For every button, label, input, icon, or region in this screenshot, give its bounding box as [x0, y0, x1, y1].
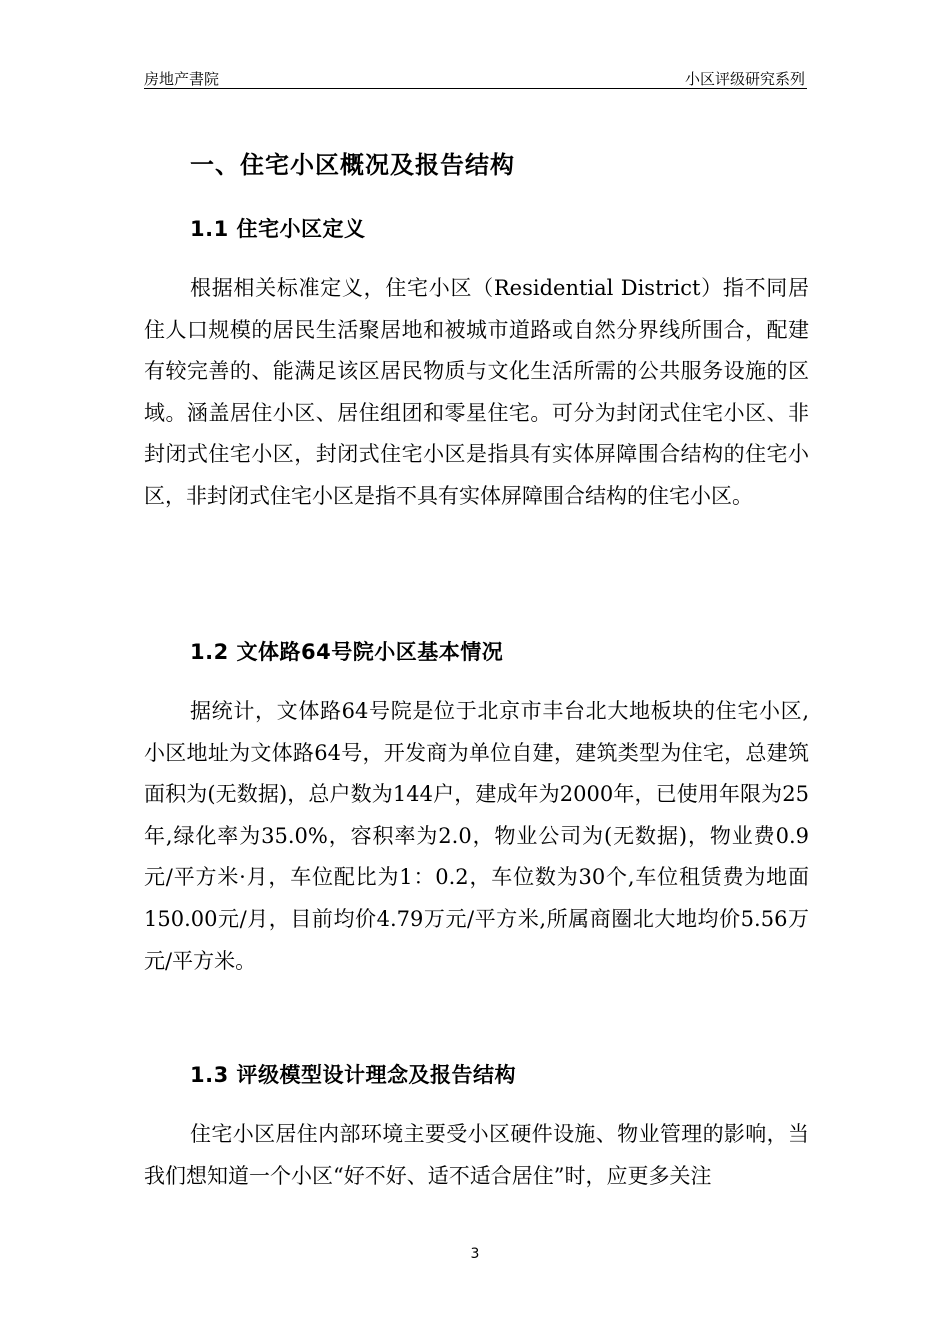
section-title-1-3: 1.3 评级模型设计理念及报告结构 [190, 1063, 517, 1087]
header-right-text: 小区评级研究系列 [684, 70, 805, 88]
section-paragraph-1-2: 据统计，文体路64号院是位于北京市丰台北大地板块的住宅小区,小区地址为文体路64号，开发商为单位自建，建筑类型为住宅，总建筑面积为(无数据)，总户数为144户，建成年为2000年，已使用年限为25年,绿化率为35.0%，容积率为2.0，物业公司为(无数据)，物业费0.9元/平方米·月，车位配比为1：0.2，车位数为30个,车位租赁费为地面150.00元/月，目前均价4.79万元/平方米,所属商圈北大地均价5.56万元/平方米。 [144, 699, 809, 973]
chapter-title: 一、住宅小区概况及报告结构 [190, 151, 515, 179]
section-title-1-1: 1.1 住宅小区定义 [190, 217, 366, 241]
section-paragraph-1-3: 住宅小区居住内部环境主要受小区硬件设施、物业管理的影响，当我们想知道一个小区“好不好、适不适合居住”时，应更多关注 [144, 1122, 809, 1188]
section-title-1-2: 1.2 文体路64号院小区基本情况 [190, 640, 504, 664]
page-number: 3 [470, 1246, 480, 1262]
header-left-text: 房地产書院 [144, 70, 220, 88]
header-divider [144, 88, 807, 89]
section-paragraph-1-1: 根据相关标准定义，住宅小区（Residential District）指不同居住人口规模的居民生活聚居地和被城市道路或自然分界线所围合，配建有较完善的、能满足该区居民物质与文化生活所需的公共服务设施的区域。涵盖居住小区、居住组团和零星住宅。可分为封闭式住宅小区、非封闭式住宅小区，封闭式住宅小区是指具有实体屏障围合结构的住宅小区，非封闭式住宅小区是指不具有实体屏障围合结构的住宅小区。 [144, 276, 809, 508]
